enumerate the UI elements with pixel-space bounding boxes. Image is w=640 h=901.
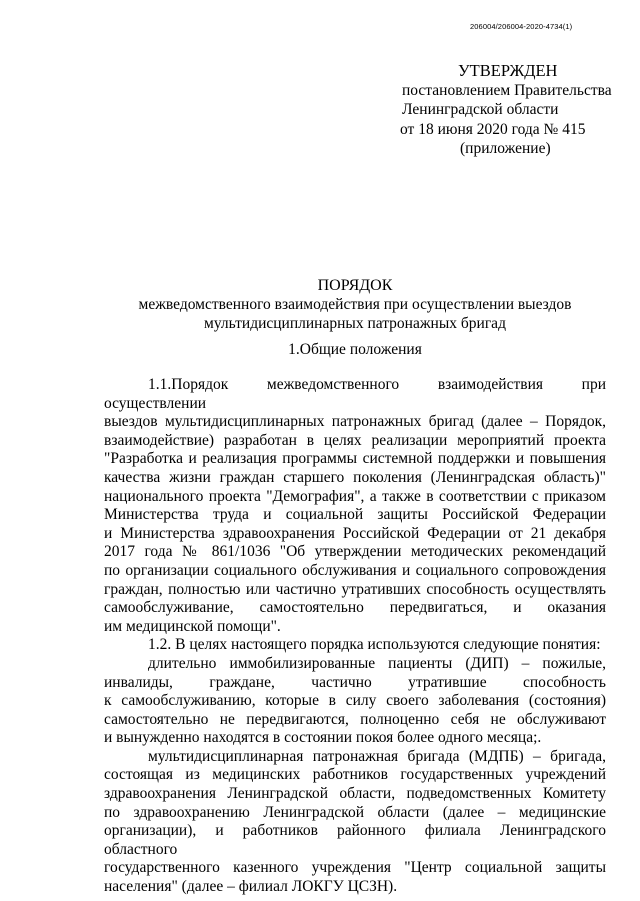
paragraph-line: самообслуживание, самостоятельно передвигаться, и оказания [104,599,606,617]
paragraph-line: государственного казенного учреждения "Центр социальной защиты [104,859,606,877]
paragraph-first-line: 1.1.Порядок межведомственного взаимодействия при осуществлении [104,376,606,412]
paragraph-line: и Министерства здравоохранения Российской Федерации от 21 декабря [104,524,606,542]
approval-line-3: от 18 июня 2020 года № 415 [400,120,586,138]
paragraph-line: по организации социального обслуживания и социального сопровождения [104,561,606,579]
paragraph-line: состоящая из медицинских работников государственных учреждений [104,766,606,784]
title-heading: ПОРЯДОК [317,277,393,294]
section-title: 1.Общие положения [288,341,422,358]
section-heading [0,341,640,359]
paragraph-line: взаимодействие) разработан в целях реализации мероприятий проекта [104,431,606,449]
paragraph-line: Министерства труда и социальной защиты Российской Федерации [104,506,606,524]
paragraph-line: здравоохранения Ленинградской области, подведомственных Комитету [104,785,606,803]
paragraph-line: инвалиды, граждане, частично утратившие способность [104,673,606,691]
paragraph-first-line: длительно иммобилизированные пациенты (ДИП) – пожилые, [148,654,606,672]
document-body [104,376,606,897]
paragraph-line: самостоятельно не передвигаются, полноценно себя не обслуживают [104,710,606,728]
paragraph-line: качества жизни граждан старшего поколения (Ленинградская область)" [104,468,606,486]
document-title [0,276,640,333]
paragraph-line: им медицинской помощи". [104,617,281,635]
paragraph-line: населения" (далее – филиал ЛОКГУ ЦСЗН). [104,878,398,896]
paragraph-line: к самообслуживанию, которые в силу своего заболевания (состояния) [104,692,606,710]
title-line-2: мультидисциплинарных патронажных бригад [204,315,506,332]
title-line-1: межведомственного взаимодействия при осуществлении выездов [138,296,572,313]
approval-line-2: Ленинградской области [402,101,559,118]
paragraph-first-line: мультидисциплинарная патронажная бригада (МДПБ) – бригада, [148,747,606,765]
paragraph-line: "Разработка и реализация программы системной поддержки и повышения [104,450,606,468]
document-id: 206004/206004-2020-4734(1) [470,22,573,31]
approval-line-1: постановлением Правительства [402,81,612,99]
paragraph-line: 2017 года № 861/1036 "Об утверждении методических рекомендаций [104,543,606,561]
approval-word: УТВЕРЖДЕН [458,61,558,80]
paragraph-line: организации), и работников районного филиала Ленинградского областного [104,822,606,858]
paragraph-first-line: 1.2. В целях настоящего порядка используются следующие понятия: [148,636,601,654]
paragraph-line: национального проекта "Демография", а также в соответствии с приказом [104,487,606,505]
paragraph-line: граждан, полностью или частично утративших способность осуществлять [104,580,606,598]
paragraph-line: выездов мультидисциплинарных патронажных бригад (далее – Порядок, [104,413,606,431]
paragraph-line: по здравоохранению Ленинградской области (далее – медицинские [104,803,606,821]
approval-line-4: (приложение) [460,140,551,157]
paragraph-line: и вынужденно находятся в состоянии покоя более одного месяца;. [104,729,542,747]
approval-block [393,61,623,159]
